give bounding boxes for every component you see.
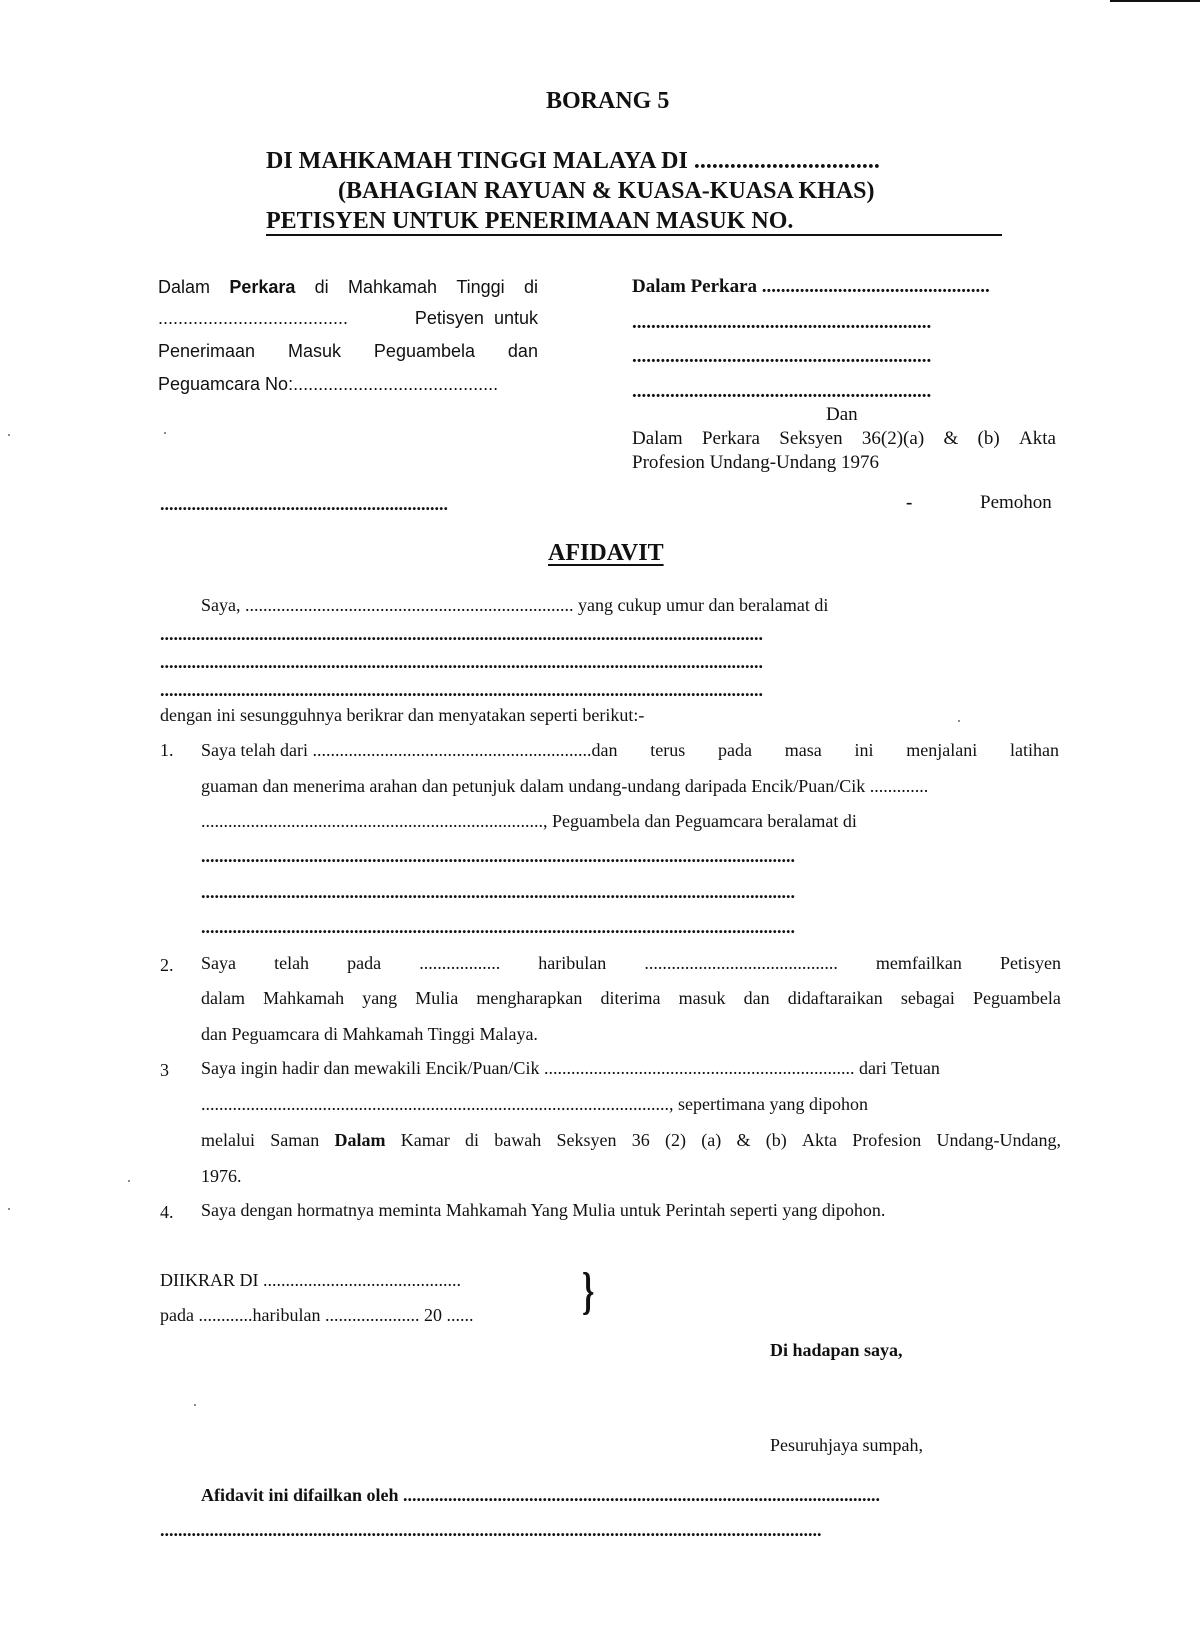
word: Mulia [415, 988, 459, 1008]
word: Perkara [229, 277, 296, 297]
word: sebagai [900, 988, 955, 1008]
word: Seksyen [779, 428, 843, 449]
profesion-line: Profesion Undang-Undang 1976 [632, 452, 879, 473]
word: & [943, 428, 959, 449]
word: ini [854, 740, 874, 760]
word: Penerimaan [158, 341, 256, 361]
left-caption-line-1 [158, 277, 538, 298]
item-4-number: 4. [160, 1202, 174, 1222]
pemohon-label: Pemohon [980, 492, 1052, 513]
word: Akta [1018, 428, 1056, 449]
item-1-dots-3: .................................................................................................................................... [201, 917, 795, 937]
word: Seksyen [556, 1130, 617, 1150]
left-bottom-dots: ................................................................ [160, 494, 448, 514]
word: masa [784, 740, 822, 760]
item-3-line-2: ........................................................................................................, sepertimana yang dipohon [201, 1094, 868, 1114]
scan-speck [164, 432, 166, 434]
scan-speck [8, 434, 10, 436]
scan-speck [194, 1404, 196, 1406]
right-dots-2: ............................................................... [632, 346, 932, 367]
afidavit-title: AFIDAVIT [548, 540, 664, 566]
address-dots-3: ...................................................................................................................................... [160, 680, 763, 700]
word: mengharapkan [476, 988, 583, 1008]
word: Perkara [701, 428, 760, 449]
pesuruhjaya-sumpah: Pesuruhjaya sumpah, [770, 1435, 923, 1455]
word: dalam [201, 988, 245, 1008]
word: Akta [801, 1130, 837, 1150]
saya-line: Saya, ......................................................................... yang cukup umur dan beralamat di [201, 595, 829, 615]
word: Dalam [158, 277, 211, 297]
pada-line: pada ............haribulan ..................... 20 ...... [160, 1305, 474, 1325]
word: 36(2)(a) [861, 428, 925, 449]
word: terus [650, 740, 686, 760]
word: Mahkamah [347, 277, 438, 297]
word: memfailkan [875, 953, 962, 973]
division-line: (BAHAGIAN RAYUAN & KUASA-KUASA KHAS) [338, 178, 875, 204]
word: (2) [664, 1130, 686, 1150]
word: Undang-Undang, [936, 1130, 1061, 1150]
fill-dots: .................. [419, 953, 501, 973]
form-title: BORANG 5 [546, 88, 670, 114]
word: Peguambela [373, 341, 475, 361]
item-3-line-4: 1976. [201, 1166, 242, 1186]
word: Profesion [852, 1130, 922, 1150]
di-hadapan-saya: Di hadapan saya, [770, 1340, 903, 1360]
word: Dalam [632, 428, 683, 449]
word: melalui [201, 1130, 255, 1150]
scan-speck [958, 720, 960, 722]
item-1-number: 1. [160, 740, 174, 760]
difailkan-oleh-line: Afidavit ini difailkan oleh .......................................................................................................... [201, 1485, 881, 1505]
word: Kamar [400, 1130, 450, 1150]
text: Saya telah dari ..............................................................dan [201, 740, 618, 760]
item-1-line-2: guaman dan menerima arahan dan petunjuk dalam undang-undang daripada Encik/Puan/Cik ............. [201, 776, 929, 796]
fill-dots: ........................................... [644, 953, 838, 973]
word: haribulan [538, 953, 607, 973]
item-1-line-3: ............................................................................, Peguambela dan Peguamcara beralamat di [201, 811, 857, 831]
item-1-dots-2: .................................................................................................................................... [201, 882, 795, 902]
item-2-number: 2. [160, 955, 174, 975]
word: dan [743, 988, 770, 1008]
item-1-line-1 [201, 740, 1059, 761]
item-4-line-1: Saya dengan hormatnya meminta Mahkamah Yang Mulia untuk Perintah seperti yang dipohon. [201, 1200, 886, 1220]
word: Petisyen [999, 953, 1061, 973]
word: (b) [765, 1130, 787, 1150]
fill-dots: ...................................... [158, 308, 349, 328]
scan-speck [8, 1208, 10, 1210]
item-2-line-1 [201, 953, 1061, 974]
word: untuk [493, 308, 538, 328]
word: di [314, 277, 329, 297]
word: Mahkamah [263, 988, 345, 1008]
word: Peguambela [972, 988, 1061, 1008]
word: 36 [631, 1130, 650, 1150]
word: & [736, 1130, 751, 1150]
word: Tinggi [456, 277, 505, 297]
court-line: DI MAHKAMAH TINGGI MALAYA DI ............................... [266, 148, 880, 174]
item-3-number: 3 [160, 1060, 169, 1080]
word: (a) [701, 1130, 722, 1150]
word: menjalani [906, 740, 978, 760]
left-caption-line-3 [158, 341, 538, 362]
item-3-line-1: Saya ingin hadir dan mewakili Encik/Puan/Cik ..................................................................... dari Tetuan [201, 1058, 940, 1078]
word: Masuk [287, 341, 341, 361]
word: di [464, 1130, 479, 1150]
word: masuk [678, 988, 726, 1008]
word: yang [362, 988, 398, 1008]
word: di [523, 277, 538, 297]
item-2-line-3: dan Peguamcara di Mahkamah Tinggi Malaya. [201, 1024, 538, 1044]
affidavit-intro: dengan ini sesungguhnya berikrar dan menyatakan seperti berikut:- [160, 705, 645, 725]
left-caption-line-2 [158, 308, 538, 329]
item-3-line-3 [201, 1130, 1061, 1151]
bracket-brace: } [582, 1263, 595, 1320]
left-caption-line-4: Peguamcara No:......................................... [158, 374, 499, 394]
scan-speck [128, 1180, 130, 1182]
right-dots-3: ............................................................... [632, 381, 932, 402]
word: (b) [977, 428, 1000, 449]
word: diterima [600, 988, 661, 1008]
word: pada [717, 740, 752, 760]
word: Petisyen [414, 308, 484, 328]
difailkan-dots: ................................................................................................................................................... [160, 1520, 822, 1540]
dalam-perkara-text: Dalam Perkara ................................................ [632, 276, 990, 297]
address-dots-2: ...................................................................................................................................... [160, 652, 763, 672]
scan-edge-line [1110, 0, 1200, 2]
seksyen-line [632, 428, 1056, 450]
word: didaftaraikan [787, 988, 883, 1008]
word: bawah [494, 1130, 542, 1150]
item-1-dots-1: .................................................................................................................................... [201, 846, 795, 866]
word: Dalam [334, 1130, 386, 1150]
word: pada [347, 953, 382, 973]
word: Saman [270, 1130, 320, 1150]
dan-label: Dan [826, 404, 858, 425]
word: telah [274, 953, 310, 973]
petition-label: PETISYEN UNTUK PENERIMAAN MASUK NO. [266, 208, 794, 234]
word: latihan [1010, 740, 1059, 760]
dash-mark: - [906, 492, 913, 513]
right-caption-line-1 [632, 276, 990, 298]
item-2-line-2 [201, 988, 1061, 1009]
petition-number-line [266, 208, 1002, 236]
address-dots-1: ...................................................................................................................................... [160, 624, 763, 644]
right-dots-1: ............................................................... [632, 312, 932, 333]
word: Saya [201, 953, 236, 973]
word: dan [507, 341, 538, 361]
diikrar-line: DIIKRAR DI ............................................ [160, 1270, 461, 1290]
